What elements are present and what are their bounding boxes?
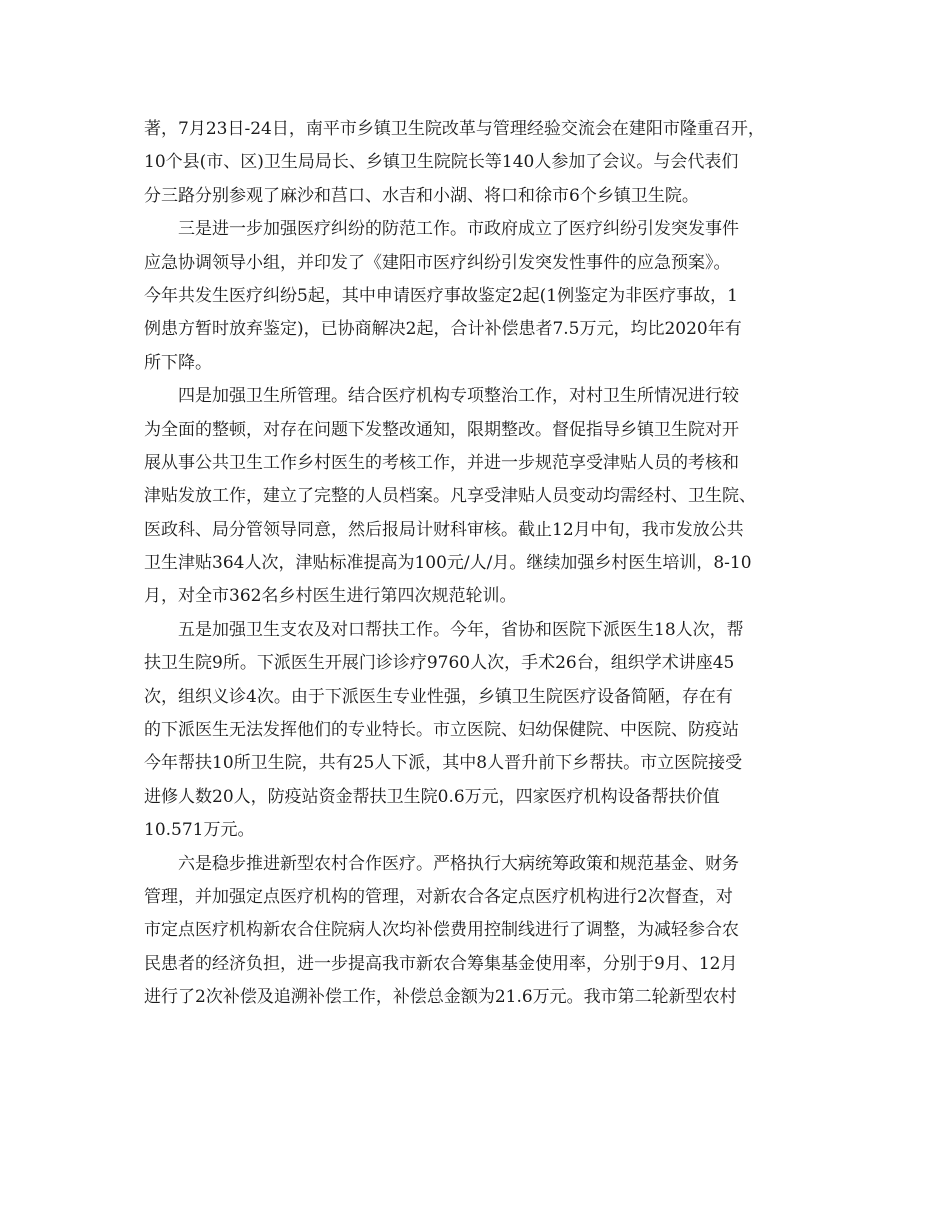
document-body [144,113,824,1015]
text-line: 著，7月23日-24日，南平市乡镇卫生院改革与管理经验交流会在建阳市隆重召开， [144,119,765,139]
text-line: 五是加强卫生支农及对口帮扶工作。今年，省协和医院下派医生18人次，帮 [144,619,744,640]
text-line: 进行了2次补偿及追溯补偿工作，补偿总金额为21.6万元。我市第二轮新型农村 [144,987,737,1008]
text-line: 为全面的整顿，对存在问题下发整改通知，限期整改。督促指导乡镇卫生院对开 [144,419,739,440]
text-line: 民患者的经济负担，进一步提高我市新农合筹集基金使用率，分别于9月、12月 [144,953,738,974]
text-line: 三是进一步加强医疗纠纷的防范工作。市政府成立了医疗纠纷引发突发事件 [144,219,739,240]
text-line: 10个县(市、区)卫生局局长、乡镇卫生院院长等140人参加了会议。与会代表们 [144,152,739,173]
text-line: 津贴发放工作，建立了完整的人员档案。凡享受津贴人员变动均需经村、卫生院、 [144,486,756,507]
text-line: 市定点医疗机构新农合住院病人次均补偿费用控制线进行了调整，为减轻参合农 [144,920,739,941]
text-line: 管理，并加强定点医疗机构的管理，对新农合各定点医疗机构进行2次督查，对 [144,886,733,907]
text-line: 四是加强卫生所管理。结合医疗机构专项整治工作，对村卫生所情况进行较 [144,386,739,407]
text-line: 10.571万元。 [144,820,255,841]
text-line: 医政科、局分管领导同意，然后报局计财科审核。截止12月中旬，我市发放公共 [144,519,744,540]
text-line: 进修人数20人，防疫站资金帮扶卫生院0.6万元，四家医疗机构设备帮扶价值 [144,786,720,807]
text-line: 的下派医生无法发挥他们的专业特长。市立医院、妇幼保健院、中医院、防疫站 [144,720,739,741]
text-line: 分三路分别参观了麻沙和莒口、水吉和小湖、将口和徐市6个乡镇卫生院。 [144,185,699,206]
text-line: 今年帮扶10所卫生院，共有25人下派，其中8人晋升前下乡帮扶。市立医院接受 [144,753,743,774]
text-line: 次，组织义诊4次。由于下派医生专业性强，乡镇卫生院医疗设备简陋，存在有 [144,686,733,707]
text-line: 应急协调领导小组，并印发了《建阳市医疗纠纷引发突发性事件的应急预案》。 [144,252,731,273]
text-line: 今年共发生医疗纠纷5起，其中申请医疗事故鉴定2起(1例鉴定为非医疗事故，1 [144,285,738,306]
text-line: 所下降。 [144,352,212,373]
text-line: 六是稳步推进新型农村合作医疗。严格执行大病统筹政策和规范基金、财务 [144,853,739,874]
text-line: 月，对全市362名乡村医生进行第四次规范轮训。 [144,586,517,607]
text-line: 卫生津贴364人次，津贴标准提高为100元/人/月。继续加强乡村医生培训，8-10 [144,553,752,574]
text-line: 扶卫生院9所。下派医生开展门诊诊疗9760人次，手术26台，组织学术讲座45 [144,653,735,674]
text-line: 例患方暂时放弃鉴定)，已协商解决2起，合计补偿患者7.5万元，均比2020年有 [144,319,742,340]
text-line: 展从事公共卫生工作乡村医生的考核工作，并进一步规范享受津贴人员的考核和 [144,452,739,473]
